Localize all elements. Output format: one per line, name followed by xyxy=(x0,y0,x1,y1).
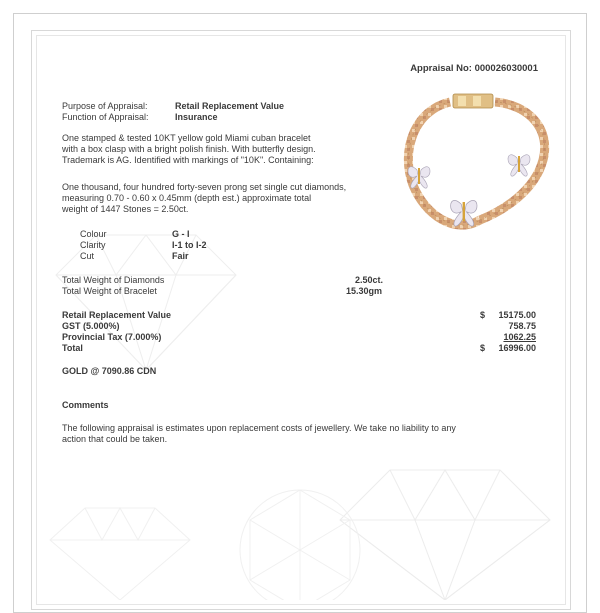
function-label: Function of Appraisal: xyxy=(62,112,149,122)
cut-label: Cut xyxy=(80,251,95,261)
cut-value: Fair xyxy=(172,251,189,261)
box-clasp xyxy=(453,94,493,108)
item-description: One stamped & tested 10KT yellow gold Miami cuban bracelet with a box clasp with a bright polish finish. With butterfly design. Trademark is AG. Identified with markings of "10K". Containing: xyxy=(62,133,316,165)
diamond-weight-value: 2.50ct. xyxy=(355,275,384,285)
appraisal-number: Appraisal No: 000026030001 xyxy=(410,63,538,74)
comments-text: The following appraisal is estimates upon replacement costs of jewellery. We take no liability to any action that could be taken. xyxy=(62,423,456,444)
diamond-watermark-bottom-left xyxy=(40,500,200,600)
butterfly-right xyxy=(508,155,530,176)
comments-heading: Comments xyxy=(62,400,109,410)
function-value: Insurance xyxy=(175,112,218,122)
colour-value: G - I xyxy=(172,229,190,239)
rrv-value: 15175.00 xyxy=(498,310,536,320)
purpose-label: Purpose of Appraisal: xyxy=(62,101,148,111)
bracelet-weight-value: 15.30gm xyxy=(346,286,383,296)
bracelet-weight-label: Total Weight of Bracelet xyxy=(62,286,157,296)
clarity-value: I-1 to I-2 xyxy=(172,240,207,250)
bracelet-image xyxy=(395,80,560,250)
colour-label: Colour xyxy=(80,229,107,239)
total-label: Total xyxy=(62,343,83,353)
diamonds-description: One thousand, four hundred forty-seven prong set single cut diamonds, measuring 0.70 - 0.60 x 0.45mm (depth est.) approximate total weight of 1447 Stones = 2.50ct. xyxy=(62,182,347,214)
gst-label: GST (5.000%) xyxy=(62,321,120,331)
clarity-label: Clarity xyxy=(80,240,106,250)
gold-price: GOLD @ 7090.86 CDN xyxy=(62,366,157,376)
rrv-currency: $ xyxy=(480,310,486,320)
rrv-label: Retail Replacement Value xyxy=(62,310,172,320)
diamond-weight-label: Total Weight of Diamonds xyxy=(62,275,165,285)
purpose-value: Retail Replacement Value xyxy=(175,101,285,111)
total-currency: $ xyxy=(480,343,486,353)
gst-value: 758.75 xyxy=(508,321,536,331)
total-value: 16996.00 xyxy=(498,343,536,353)
pst-value: 1062.25 xyxy=(503,332,536,342)
diamond-watermark-bottom-center xyxy=(210,480,390,600)
pst-label: Provincial Tax (7.000%) xyxy=(62,332,162,342)
